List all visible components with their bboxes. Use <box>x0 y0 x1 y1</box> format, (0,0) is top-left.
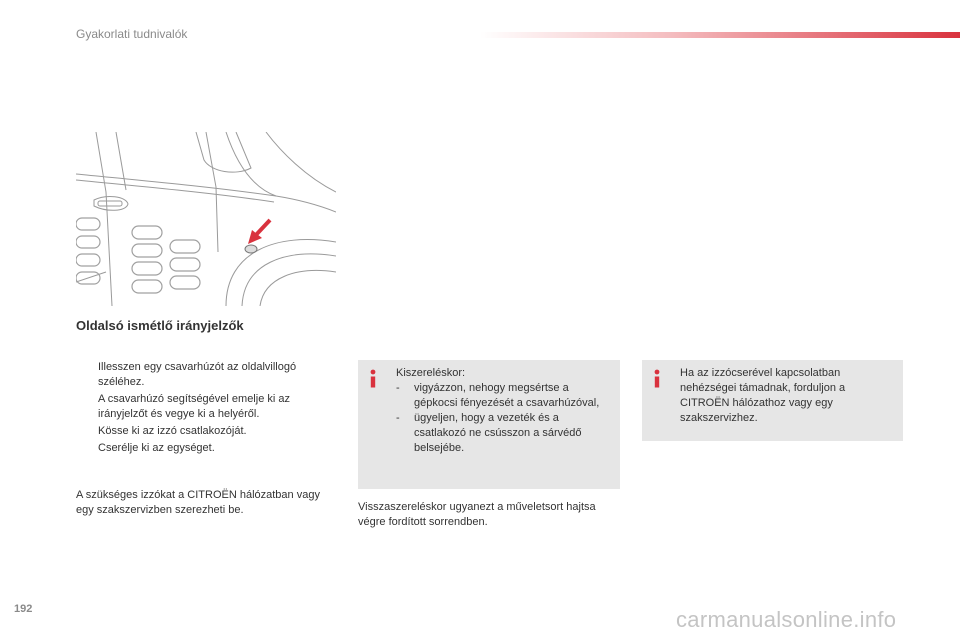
list-item <box>76 441 338 456</box>
checkbox-bullet-icon <box>76 441 98 456</box>
section-title: Oldalsó ismétlő irányjelzők <box>76 318 244 333</box>
watermark-link[interactable]: carmanualsonline.info <box>676 607 897 632</box>
dash-bullet: - <box>396 412 400 424</box>
info-box-content <box>396 366 610 456</box>
step-text: A csavarhúzó segítségével emelje ki az irányjelzőt és vegye ki a helyéről. <box>98 393 290 420</box>
list-item <box>76 424 338 439</box>
info-icon <box>366 369 380 389</box>
step-text: Kösse ki az izzó csatlakozóját. <box>98 425 247 437</box>
list-item <box>76 392 338 422</box>
list-item <box>396 381 610 411</box>
step-text: Cserélje ki az egységet. <box>98 442 215 454</box>
info-box-removal <box>358 360 620 489</box>
reassembly-note: Visszaszereléskor ugyanezt a műveletsort hajtsa végre fordított sorrendben. <box>358 501 596 528</box>
list-item <box>76 360 338 390</box>
info-intro: Kiszereléskor: <box>396 367 466 379</box>
steps-list <box>76 360 338 458</box>
header-accent-bar <box>480 32 960 38</box>
info-box-help <box>642 360 903 441</box>
checkbox-bullet-icon <box>76 360 98 390</box>
checkbox-bullet-icon <box>76 392 98 422</box>
checkbox-bullet-icon <box>76 424 98 439</box>
list-item <box>396 411 610 456</box>
dash-bullet: - <box>396 382 400 394</box>
info-item-text: ügyeljen, hogy a vezeték és a csatlakozó ne csússzon a sárvédő belsejébe. <box>414 412 582 454</box>
page-number: 192 <box>14 603 33 615</box>
info-icon <box>650 369 664 389</box>
header-title: Gyakorlati tudnivalók <box>76 27 188 41</box>
step-text: Illesszen egy csavarhúzót az oldalvillogó széléhez. <box>98 361 297 388</box>
parts-note: A szükséges izzókat a CITROËN hálózatban vagy egy szakszervizben szerezheti be. <box>76 489 320 516</box>
info-item-text: vigyázzon, nehogy megsértse a gépkocsi fényezését a csavarhúzóval, <box>414 382 600 409</box>
info-box-text: Ha az izzócserével kapcsolatban nehézségei támadnak, forduljon a CITROËN hálózathoz vagy egy szakszervizhez. <box>680 367 846 424</box>
car-side-repeater-illustration <box>76 132 336 306</box>
